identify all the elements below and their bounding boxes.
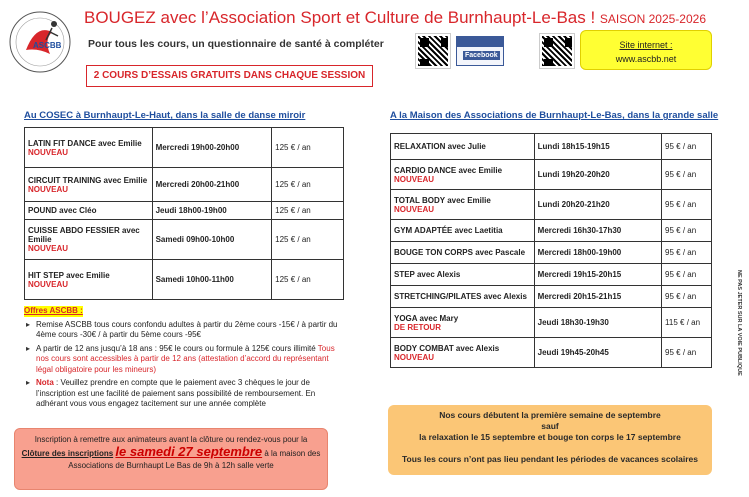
- health-questionnaire-note: Pour tous les cours, un questionnaire de santé à compléter: [88, 38, 384, 50]
- course-price: 95 € / an: [662, 286, 712, 308]
- course-time: Lundi 19h20-20h20: [534, 160, 661, 190]
- course-time: Lundi 20h20-21h20: [534, 190, 661, 220]
- course-row: [25, 260, 344, 300]
- course-time: Jeudi 18h30-19h30: [534, 308, 661, 338]
- course-time: Mercredi 20h00-21h00: [152, 168, 272, 202]
- course-name: RELAXATION avec Julie: [391, 134, 535, 160]
- website-label: Site internet :: [619, 40, 673, 50]
- course-tag: NOUVEAU: [28, 279, 69, 289]
- course-row: [391, 220, 712, 242]
- course-tag: NOUVEAU: [394, 204, 435, 214]
- right-course-table: [390, 133, 712, 368]
- course-tag: NOUVEAU: [28, 244, 69, 253]
- course-time: Samedi 09h00-10h00: [152, 220, 272, 260]
- closing-date: le samedi 27 septembre: [115, 444, 263, 459]
- course-price: 125 € / an: [272, 168, 344, 202]
- course-name: YOGA avec Mary DE RETOUR: [391, 308, 535, 338]
- course-name: HIT STEP avec Emilie NOUVEAU: [25, 260, 153, 300]
- qr-code-icon[interactable]: [416, 34, 450, 68]
- course-price: 125 € / an: [272, 128, 344, 168]
- course-name: STEP avec Alexis: [391, 264, 535, 286]
- inscription-box: Inscription à remettre aux animateurs avant la clôture ou rendez-vous pour la Clôture des inscriptions le samedi 27 septembre à la maison des Associations de Burnhaupt Le Bas de 9h à 12h salle verte: [14, 428, 328, 490]
- course-tag: NOUVEAU: [28, 147, 69, 157]
- course-name: GYM ADAPTÉE avec Laetitia: [391, 220, 535, 242]
- course-tag: DE RETOUR: [394, 322, 441, 332]
- course-price: 95 € / an: [662, 134, 712, 160]
- qr-code-icon[interactable]: [540, 34, 574, 68]
- course-name: CARDIO DANCE avec Emilie NOUVEAU: [391, 160, 535, 190]
- course-tag: NOUVEAU: [28, 184, 69, 194]
- course-row: [25, 220, 344, 260]
- offer-item-discount: ▸ Remise ASCBB tous cours confondu adultes à partir du 2ème cours -15€ / à partir du 4ème cours -30€ / à partir du 5ème cours -95€: [36, 320, 344, 341]
- course-row: [391, 338, 712, 368]
- course-row: [25, 168, 344, 202]
- course-row: [391, 134, 712, 160]
- course-row: [25, 202, 344, 220]
- course-name: POUND avec Cléo: [25, 202, 153, 220]
- course-name: CUISSE ABDO FESSIER avec Emilie NOUVEAU: [25, 220, 153, 260]
- course-price: 95 € / an: [662, 220, 712, 242]
- offer-item-youth: ▸ A partir de 12 ans jusqu’à 18 ans : 95€ le cours ou formule à 125€ cours illimité Tous nos cours sont accessibles à partir de 12 ans (attestation d’accord du représentant légal obligatoire pour les mineurs): [36, 344, 344, 376]
- course-time: Mercredi 19h15-20h15: [534, 264, 661, 286]
- association-logo: [6, 6, 74, 82]
- website-box[interactable]: [580, 30, 712, 70]
- course-price: 95 € / an: [662, 338, 712, 368]
- course-time: Jeudi 18h00-19h00: [152, 202, 272, 220]
- course-row: [391, 286, 712, 308]
- facebook-icon[interactable]: Facebook: [456, 36, 504, 66]
- course-name: BOUGE TON CORPS avec Pascale: [391, 242, 535, 264]
- course-time: Mercredi 16h30-17h30: [534, 220, 661, 242]
- course-row: [25, 128, 344, 168]
- course-price: 95 € / an: [662, 264, 712, 286]
- course-row: [391, 242, 712, 264]
- right-section-heading: A la Maison des Associations de Burnhaupt-Le-Bas, dans la grande salle: [390, 110, 719, 121]
- course-price: 125 € / an: [272, 260, 344, 300]
- course-tag: NOUVEAU: [394, 174, 435, 184]
- course-time: Lundi 18h15-19h15: [534, 134, 661, 160]
- course-price: 95 € / an: [662, 160, 712, 190]
- left-section-heading: Au COSEC à Burnhaupt-Le-Haut, dans la salle de danse miroir: [24, 110, 306, 121]
- offers-title: Offres ASCBB :: [24, 306, 83, 315]
- course-row: [391, 308, 712, 338]
- course-price: 95 € / an: [662, 242, 712, 264]
- course-tag: NOUVEAU: [394, 352, 435, 362]
- season-label: SAISON 2025-2026: [599, 12, 706, 26]
- course-price: 125 € / an: [272, 220, 344, 260]
- course-row: [391, 160, 712, 190]
- svg-text:ASCBB: ASCBB: [33, 41, 62, 50]
- course-row: [391, 264, 712, 286]
- course-name: STRETCHING/PILATES avec Alexis: [391, 286, 535, 308]
- left-course-table: [24, 127, 344, 300]
- course-row: [391, 190, 712, 220]
- course-price: 115 € / an: [662, 308, 712, 338]
- offer-item-nota: ▸ Nota : Veuillez prendre en compte que le paiement avec 3 chèques le jour de l’inscription est une facilité de paiement sans possibilité de remboursement. En adhérant vous vous engagez tacitement sur une année complète: [36, 378, 344, 410]
- course-name: LATIN FIT DANCE avec Emilie NOUVEAU: [25, 128, 153, 168]
- course-name: BODY COMBAT avec Alexis NOUVEAU: [391, 338, 535, 368]
- course-time: Mercredi 20h15-21h15: [534, 286, 661, 308]
- start-dates-notice: Nos cours débutent la première semaine de septembre sauf la relaxation le 15 septembre et bouge ton corps le 17 septembre Tous les cours n’ont pas lieu pendant les périodes de vacances scolaires: [388, 405, 712, 475]
- course-price: 95 € / an: [662, 190, 712, 220]
- course-time: Samedi 10h00-11h00: [152, 260, 272, 300]
- page-title: BOUGEZ avec l’Association Sport et Culture de Burnhaupt-Le-Bas ! SAISON 2025-2026: [84, 8, 706, 27]
- course-price: 125 € / an: [272, 202, 344, 220]
- course-time: Jeudi 19h45-20h45: [534, 338, 661, 368]
- course-time: Mercredi 19h00-20h00: [152, 128, 272, 168]
- offers-block: [24, 306, 344, 413]
- side-note: NE PAS JETER SUR LA VOIE PUBLIQUE: [736, 270, 742, 376]
- course-time: Mercredi 18h00-19h00: [534, 242, 661, 264]
- course-name: CIRCUIT TRAINING avec Emilie NOUVEAU: [25, 168, 153, 202]
- free-trials-banner: 2 COURS D’ESSAIS GRATUITS DANS CHAQUE SESSION: [86, 65, 373, 87]
- website-link[interactable]: www.ascbb.net: [615, 54, 677, 64]
- course-name: TOTAL BODY avec Emilie NOUVEAU: [391, 190, 535, 220]
